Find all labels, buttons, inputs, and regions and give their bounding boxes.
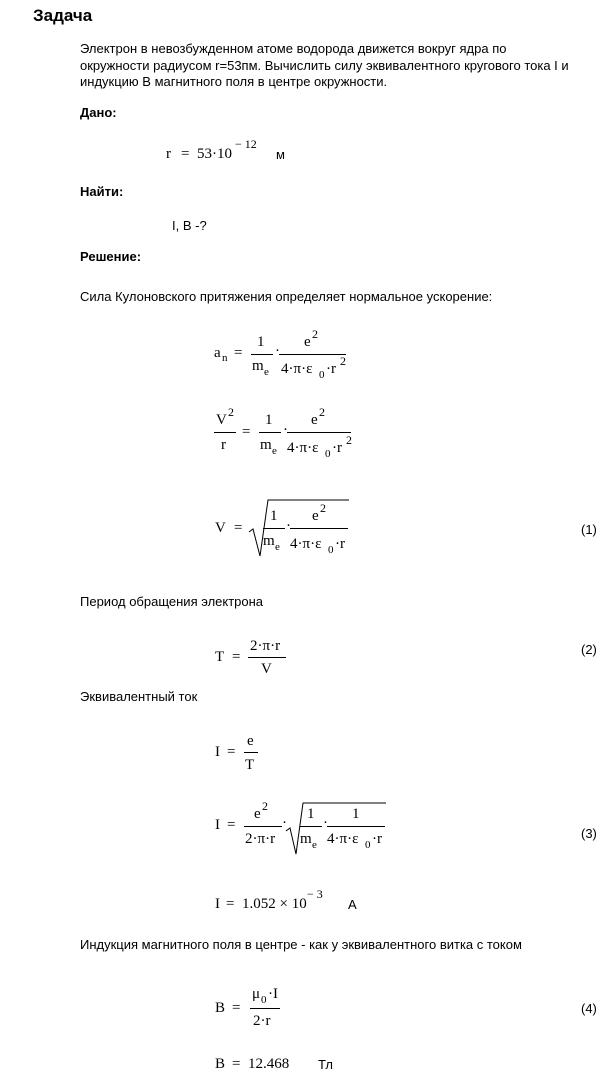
- eq2-equals: =: [232, 649, 241, 665]
- acc-dot: ·: [275, 343, 280, 359]
- acc-den-r: ·r: [326, 361, 336, 377]
- vsq-frac-bar-2: [259, 432, 281, 433]
- idef-T: T: [245, 757, 255, 773]
- vsq-den-zero: 0: [325, 448, 331, 460]
- idef-I: I: [215, 744, 220, 760]
- equation-number-4: (4): [581, 1001, 597, 1016]
- vsq-frac-bar-1: [214, 432, 236, 433]
- eq4-frac-bar: [250, 1008, 280, 1009]
- eq3-sqrt-sign: [285, 801, 387, 857]
- eq1-m: m: [263, 533, 275, 549]
- res-I-equals: =: [226, 896, 235, 912]
- eq3-frac-bar-3: [327, 826, 385, 827]
- eq4-B: B: [215, 1000, 226, 1016]
- acc-e-sq: 2: [312, 327, 318, 341]
- eq4-equals: =: [232, 1000, 241, 1016]
- eq2-frac-bar: [248, 657, 286, 658]
- vsq-den-r-sq: 2: [346, 433, 352, 447]
- acc-m: m: [252, 358, 264, 374]
- equation-number-3: (3): [581, 826, 597, 841]
- res-I-value: 1.052 × 10: [242, 896, 307, 912]
- acc-den-zero: 0: [319, 369, 325, 381]
- eq3-e-sq: 2: [262, 799, 268, 813]
- res-I-unit: А: [348, 897, 357, 912]
- eq4-mu: μ: [252, 986, 261, 1002]
- acc-frac-bar-2: [279, 354, 346, 355]
- vsq-one: 1: [265, 412, 273, 428]
- eq3-dot: ·: [282, 815, 287, 831]
- res-B-symbol: B: [215, 1056, 226, 1072]
- induction-text: Индукция магнитного поля в центре - как у эквивалентного витка с током: [80, 937, 522, 952]
- eq1-frac-bar-2: [290, 528, 348, 529]
- eq3-dot-2: ·: [323, 815, 328, 831]
- find-label: Найти:: [80, 184, 124, 199]
- idef-frac-bar: [244, 752, 258, 753]
- eq2-V: V: [261, 661, 272, 677]
- equation-number-2: (2): [581, 642, 597, 657]
- problem-line-3: индукцию B магнитного поля в центре окружности.: [80, 74, 388, 89]
- eq3-I: I: [215, 817, 220, 833]
- vsq-dot: ·: [283, 422, 288, 438]
- vsq-den: 4·π·ε: [287, 440, 319, 456]
- equation-number-1: (1): [581, 522, 597, 537]
- eq1-V: V: [215, 520, 226, 536]
- given-r-exponent: − 12: [235, 137, 257, 151]
- given-r-symbol: r: [166, 146, 171, 162]
- eq3-den-2-r: ·r: [372, 831, 382, 847]
- eq3-den-2: 4·π·ε: [327, 831, 359, 847]
- problem-line-1: Электрон в невозбужденном атоме водорода движется вокруг ядра по: [80, 41, 507, 56]
- eq3-den-1: 2·π·r: [245, 831, 276, 847]
- vsq-V: V: [216, 412, 227, 428]
- given-r-mantissa: 53·10: [197, 146, 232, 162]
- eq3-frac-bar-2: [300, 826, 322, 827]
- given-r-unit: м: [276, 147, 285, 162]
- acc-den: 4·π·ε: [281, 361, 313, 377]
- eq3-m: m: [300, 831, 312, 847]
- acc-frac-bar-1: [251, 354, 273, 355]
- acc-e-sub: e: [264, 366, 269, 378]
- eq1-equals: =: [234, 520, 243, 536]
- solution-label: Решение:: [80, 249, 142, 264]
- eq3-e-sub: e: [312, 839, 317, 851]
- eq4-den: 2·r: [253, 1013, 271, 1029]
- acc-one: 1: [257, 334, 265, 350]
- page-title: Задача: [33, 6, 93, 25]
- acc-n: n: [222, 352, 228, 364]
- vsq-frac-bar-3: [287, 432, 351, 433]
- acc-e: e: [304, 334, 311, 350]
- vsq-m: m: [260, 437, 272, 453]
- vsq-e-sub: e: [272, 445, 277, 457]
- eq1-e-sub: e: [275, 541, 280, 553]
- period-text: Период обращения электрона: [80, 594, 264, 609]
- eq1-e: e: [312, 508, 319, 524]
- eq4-I: ·I: [268, 986, 278, 1002]
- eq1-e-sq: 2: [320, 501, 326, 515]
- eq3-den-2-zero: 0: [365, 839, 371, 851]
- eq1-den: 4·π·ε: [290, 536, 322, 552]
- eq3-equals: =: [227, 817, 236, 833]
- eq1-dot: ·: [286, 518, 291, 534]
- given-equals: =: [181, 146, 190, 162]
- vsq-r: r: [221, 437, 226, 453]
- vsq-V-sq: 2: [228, 405, 234, 419]
- acc-a: a: [214, 345, 221, 361]
- acc-equals: =: [234, 345, 243, 361]
- eq3-e: e: [254, 806, 261, 822]
- res-B-equals: =: [232, 1056, 241, 1072]
- eq2-num: 2·π·r: [250, 638, 281, 654]
- vsq-e: e: [311, 412, 318, 428]
- eq3-one-1: 1: [307, 806, 315, 822]
- eq2-T: T: [215, 649, 225, 665]
- res-I-symbol: I: [215, 896, 220, 912]
- res-I-exponent: − 3: [307, 887, 323, 901]
- eq1-one: 1: [270, 508, 278, 524]
- problem-line-2: окружности радиусом r=53пм. Вычислить силу эквивалентного кругового тока I и: [80, 58, 569, 73]
- eq1-frac-bar-1: [263, 528, 285, 529]
- eq1-den-r: ·r: [335, 536, 345, 552]
- coulomb-text: Сила Кулоновского притяжения определяет нормальное ускорение:: [80, 289, 493, 304]
- acc-den-r-sq: 2: [340, 354, 346, 368]
- res-B-unit: Тл: [318, 1057, 333, 1072]
- current-text: Эквивалентный ток: [80, 689, 198, 704]
- idef-e: e: [247, 733, 254, 749]
- vsq-equals: =: [242, 424, 251, 440]
- vsq-den-r: ·r: [332, 440, 342, 456]
- eq3-frac-bar-1: [244, 826, 282, 827]
- res-B-value: 12.468: [248, 1056, 290, 1072]
- given-label: Дано:: [80, 105, 117, 120]
- vsq-e-sq: 2: [319, 405, 325, 419]
- find-text: I, B -?: [172, 218, 207, 233]
- idef-equals: =: [227, 744, 236, 760]
- eq4-mu-zero: 0: [261, 994, 267, 1006]
- eq3-one-2: 1: [352, 806, 360, 822]
- eq1-den-zero: 0: [328, 544, 334, 556]
